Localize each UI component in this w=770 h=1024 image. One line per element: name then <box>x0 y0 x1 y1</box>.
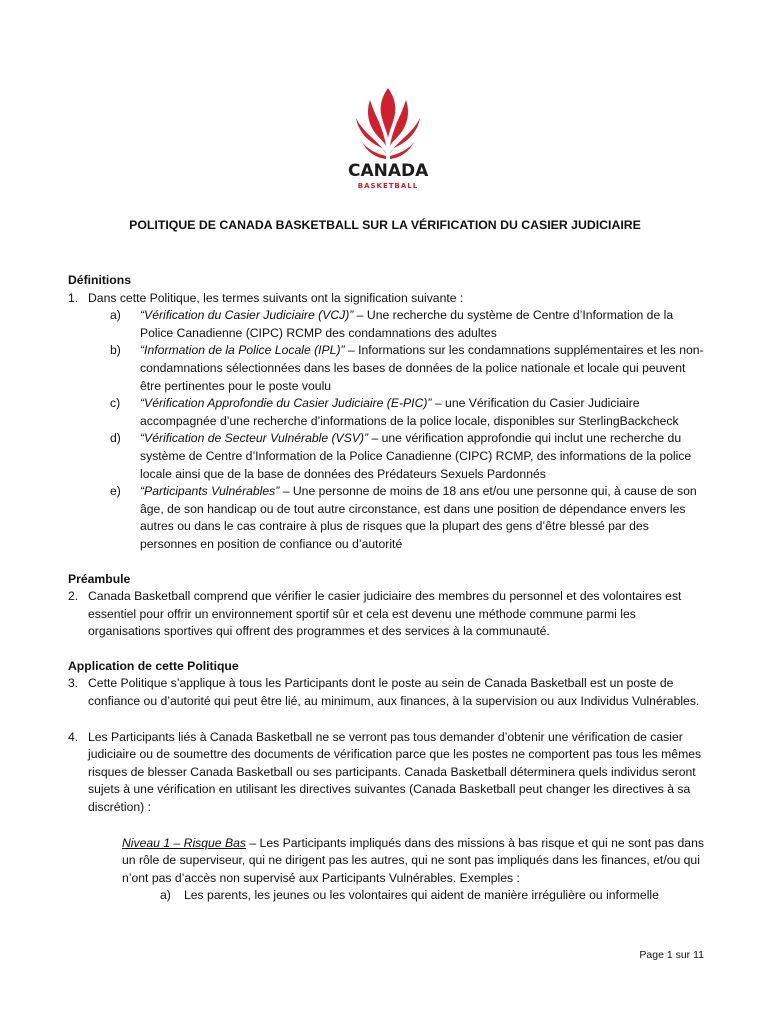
item-text: – Informations sur les condamnations supplémentaires et les non-condamnations sélectionnées dans les bases de données de la police nationale et locale qui peuvent être pertinentes pour le poste voulu <box>140 343 704 393</box>
item-text: – Une recherche du système de Centre d’Information de la Police Canadienne (CIPC) RCMP des condamnations des adultes <box>140 308 674 340</box>
paragraph-text: Canada Basketball comprend que vérifier le casier judiciaire des membres du personnel et des volontaires est essentiel pour offrir un environnement sportif sûr et cela est devenu une méthode commune parmi les organisations sportives qui offrent des programmes et des services à la communauté. <box>88 589 682 639</box>
definition-item <box>110 483 708 553</box>
maple-leaf-basketball-icon <box>348 84 428 164</box>
paragraph-text: Les Participants liés à Canada Basketball ne se verront pas tous demander d’obtenir une vérification de casier judiciaire ou de soumettre des documents de vérification parce que les postes ne comportent pas tous les mêmes risques de blesser Canada Basketball ou ses participants. Canada Basketball déterminera quels individus seront sujets à une vérification en utilisant les directives suivantes (Canada Basketball peut changer les directives à sa discrétion) : <box>88 729 702 815</box>
item-label: b) <box>110 343 121 358</box>
definition-item <box>110 307 708 342</box>
level-1-item <box>130 887 708 905</box>
level-1-text: – Les Participants impliqués dans des missions à bas risque et qui ne sont pas dans un rôle de superviseur, qui ne dirigent pas les autres, qui ne sont pas impliqués dans les finances, et/ou qui n’ont pas d’accès non supervisé aux Participants Vulnérables. Exemples : <box>122 835 704 885</box>
item-body <box>140 395 708 430</box>
item-label: c) <box>110 396 121 411</box>
paragraph-2 <box>68 588 708 641</box>
paragraph-number: 1. <box>68 290 79 305</box>
item-body <box>140 483 708 553</box>
definitions-heading: Définitions <box>68 273 131 287</box>
paragraph-text: Cette Politique s’applique à tous les Participants dont le poste au sein de Canada Basketball est un poste de confiance ou d’autorité qui peut être lié, au minimum, aux finances, à la supervision ou aux Individus Vulnérables. <box>88 676 700 709</box>
item-term: “Participants Vulnérables” <box>140 484 280 499</box>
item-body <box>140 430 708 483</box>
paragraph-number: 4. <box>68 729 79 744</box>
item-body <box>140 307 708 342</box>
item-label: a) <box>160 888 171 903</box>
preamble-heading: Préambule <box>68 571 131 586</box>
paragraph-3 <box>68 675 708 710</box>
application-heading: Application de cette Politique <box>68 658 239 673</box>
item-term: “Information de la Police Locale (IPL)” <box>140 343 345 358</box>
logo-subtitle: BASKETBALL <box>357 182 419 190</box>
paragraph-text: Dans cette Politique, les termes suivants ont la signification suivante : <box>88 290 464 305</box>
definition-item <box>110 395 708 430</box>
paragraph-1 <box>68 290 708 308</box>
paragraph-4 <box>68 729 708 817</box>
item-body <box>140 342 708 395</box>
canada-basketball-logo <box>348 84 428 196</box>
definition-item <box>110 342 708 395</box>
item-label: a) <box>110 308 121 323</box>
level-1-title: Niveau 1 – Risque Bas <box>122 835 246 850</box>
item-label: d) <box>110 431 121 446</box>
item-text: – Une personne de moins de 18 ans et/ou une personne qui, à cause de son âge, de son handicap ou de tout autre circonstance, est dans une position de dépendance envers les autres ou dans le cas contraire à plus de risques que la plupart des gens d’être blessé par des personnes en position de confiance ou d’autorité <box>140 484 697 551</box>
level-1-paragraph <box>122 835 708 888</box>
page-title: POLITIQUE DE CANADA BASKETBALL SUR LA VÉRIFICATION DU CASIER JUDICIAIRE <box>129 218 641 232</box>
logo-wordmark: CANADA <box>348 161 429 181</box>
item-text: – une Vérification du Casier Judiciaire accompagnée d’une recherche d’informations de la police locale, disponibles sur SterlingBackcheck <box>140 396 679 428</box>
item-label: e) <box>110 484 121 499</box>
item-term: “Vérification de Secteur Vulnérable (VSV)” <box>140 431 369 446</box>
page-number: Page 1 sur 11 <box>639 949 704 961</box>
item-term: “Vérification Approfondie du Casier Judiciaire (E-PIC)” <box>140 396 432 411</box>
item-text: – une vérification approfondie qui inclut une recherche du système de Centre d’Information de la Police Canadienne (CIPC) RCMP, des informations de la police locale ainsi que de la base de données des Prédateurs Sexuels Pardonnés <box>140 431 692 481</box>
document-body <box>68 272 708 905</box>
item-text: Les parents, les jeunes ou les volontaires qui aident de manière irrégulière ou informelle <box>184 888 659 903</box>
definition-item <box>110 430 708 483</box>
paragraph-number: 2. <box>68 589 79 604</box>
item-term: “Vérification du Casier Judiciaire (VCJ)” <box>140 308 354 323</box>
paragraph-number: 3. <box>68 676 79 691</box>
